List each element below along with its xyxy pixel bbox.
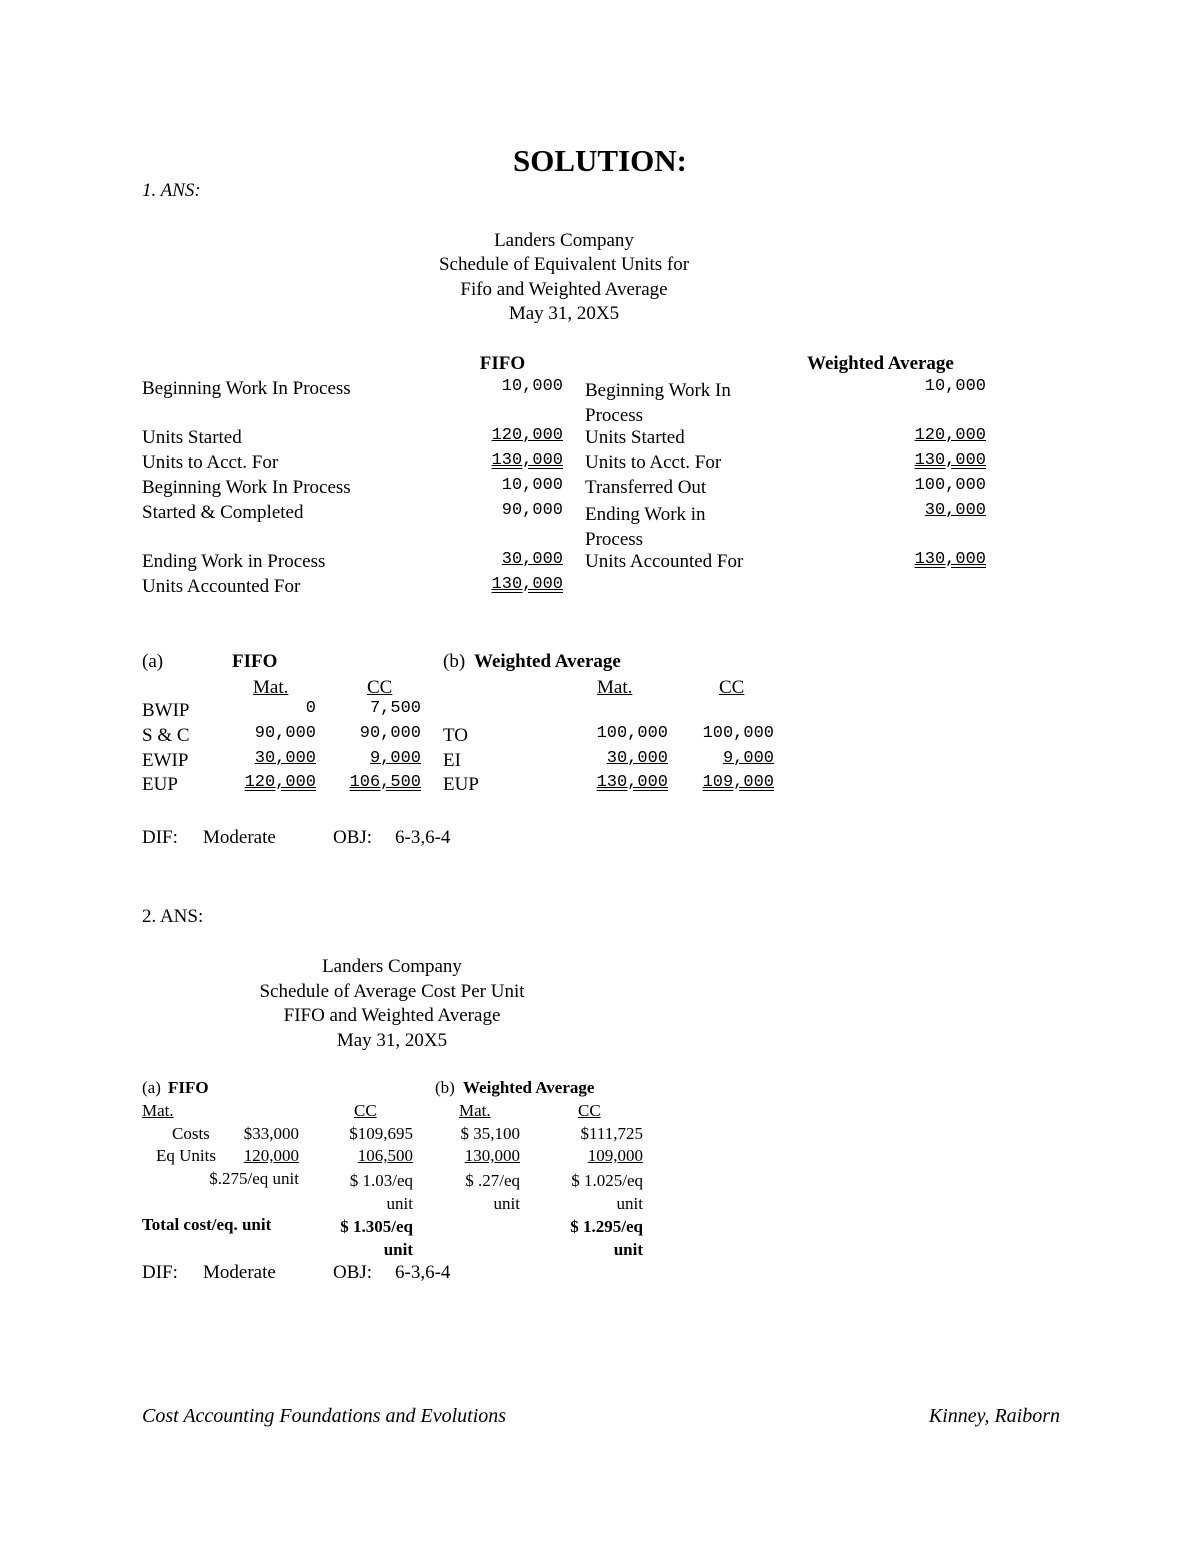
schedule-date: May 31, 20X5 xyxy=(336,1030,448,1051)
eq-units-wa-mat: 130,000 xyxy=(464,1146,520,1165)
column-header-cc: CC xyxy=(354,1101,377,1120)
dif-value: Moderate xyxy=(203,1262,276,1283)
column-header-mat: Mat. xyxy=(459,1101,491,1120)
part-b-heading: Weighted Average xyxy=(463,1078,595,1097)
eq-units-fifo-cc: 106,500 xyxy=(357,1146,413,1165)
obj-label: OBJ: xyxy=(333,1262,373,1283)
fifo-row-label: Units to Acct. For xyxy=(142,452,279,473)
wa-row-label: Units to Acct. For xyxy=(585,452,722,473)
footer-authors: Kinney, Raiborn xyxy=(928,1405,1060,1427)
answer-2-label: 2. ANS: xyxy=(142,906,204,927)
fifo-eup-mat: 90,000 xyxy=(254,724,316,743)
weighted-average-heading: Weighted Average xyxy=(807,353,954,374)
fifo-eup-cc: 90,000 xyxy=(359,724,421,743)
wa-eup-cc: 100,000 xyxy=(702,724,774,743)
fifo-row-value: 10,000 xyxy=(501,377,563,396)
total-cost-label: Total cost/eq. unit xyxy=(142,1215,272,1234)
wa-row-label: Ending Work in Process xyxy=(585,504,706,550)
fifo-eup-label: EUP xyxy=(142,774,178,795)
wa-eup-mat: 30,000 xyxy=(606,749,668,768)
fifo-row-label: Ending Work in Process xyxy=(142,551,326,572)
total-fifo: $ 1.305/eq unit xyxy=(340,1217,413,1259)
total-wa: $ 1.295/eq unit xyxy=(570,1217,643,1259)
fifo-eup-mat: 30,000 xyxy=(254,749,316,768)
obj-value: 6-3,6-4 xyxy=(395,1262,451,1283)
fifo-row-value: 130,000 xyxy=(491,575,563,594)
eq-units-label: Eq Units xyxy=(156,1146,216,1165)
schedule-subtitle: Schedule of Average Cost Per Unit xyxy=(259,981,525,1002)
column-header-mat: Mat. xyxy=(142,1101,174,1120)
column-header-cc: CC xyxy=(367,677,393,698)
rate-fifo-cc: $ 1.03/eq unit xyxy=(349,1171,413,1213)
rate-wa-mat: $ .27/eq unit xyxy=(465,1171,520,1213)
fifo-row-label: Started & Completed xyxy=(142,502,304,523)
wa-eup-label: EUP xyxy=(443,774,479,795)
wa-eup-label: TO xyxy=(443,725,468,746)
fifo-heading: FIFO xyxy=(479,353,526,374)
obj-value: 6-3,6-4 xyxy=(395,827,451,848)
wa-eup-mat: 130,000 xyxy=(596,773,668,792)
fifo-row-value: 120,000 xyxy=(491,426,563,445)
company-name: Landers Company xyxy=(494,230,634,251)
eq-units-fifo-mat: 120,000 xyxy=(243,1146,299,1165)
fifo-eup-mat: 120,000 xyxy=(244,773,316,792)
costs-wa-cc: $111,725 xyxy=(580,1124,643,1143)
schedule-method: Fifo and Weighted Average xyxy=(460,279,668,300)
fifo-eup-label: S & C xyxy=(142,725,190,746)
obj-label: OBJ: xyxy=(333,827,373,848)
costs-fifo-mat: $33,000 xyxy=(243,1124,299,1143)
fifo-eup-cc: 7,500 xyxy=(369,699,421,718)
eq-units-wa-cc: 109,000 xyxy=(587,1146,643,1165)
dif-label: DIF: xyxy=(142,827,178,848)
column-header-mat: Mat. xyxy=(253,677,289,698)
part-b-label: (b) xyxy=(443,651,466,672)
fifo-row-label: Beginning Work In Process xyxy=(142,477,351,498)
wa-row-value: 10,000 xyxy=(924,377,986,396)
fifo-row-value: 30,000 xyxy=(501,550,563,569)
fifo-eup-label: BWIP xyxy=(142,700,190,721)
part-a-heading: FIFO xyxy=(168,1078,209,1097)
wa-row-label: Beginning Work In Process xyxy=(585,380,731,426)
fifo-eup-mat: 0 xyxy=(305,699,316,718)
part-a-label: (a) xyxy=(142,651,164,672)
wa-row-label: Units Accounted For xyxy=(585,551,744,572)
fifo-row-value: 130,000 xyxy=(491,451,563,470)
column-header-cc: CC xyxy=(578,1101,601,1120)
part-b-prefix: (b) xyxy=(435,1078,455,1097)
fifo-eup-label: EWIP xyxy=(142,750,189,771)
wa-eup-cc: 9,000 xyxy=(722,749,774,768)
wa-eup-label: EI xyxy=(443,750,461,771)
page-title: SOLUTION: xyxy=(513,143,687,178)
schedule-subtitle: Schedule of Equivalent Units for xyxy=(438,254,690,275)
schedule-date: May 31, 20X5 xyxy=(508,303,620,324)
part-b-heading: Weighted Average xyxy=(474,651,621,672)
fifo-row-value: 90,000 xyxy=(501,501,563,520)
answer-1-label: 1. ANS: xyxy=(142,180,201,201)
costs-wa-mat: $ 35,100 xyxy=(460,1124,520,1143)
wa-eup-cc: 109,000 xyxy=(702,773,774,792)
column-header-mat: Mat. xyxy=(597,677,633,698)
costs-fifo-cc: $109,695 xyxy=(349,1124,413,1143)
costs-label: Costs xyxy=(172,1124,210,1143)
wa-row-value: 130,000 xyxy=(914,451,986,470)
wa-eup-mat: 100,000 xyxy=(596,724,668,743)
fifo-eup-cc: 9,000 xyxy=(369,749,421,768)
footer-book-title: Cost Accounting Foundations and Evolutions xyxy=(142,1405,507,1427)
wa-row-label: Units Started xyxy=(585,427,685,448)
column-header-cc: CC xyxy=(719,677,745,698)
wa-row-value: 130,000 xyxy=(914,550,986,569)
fifo-eup-cc: 106,500 xyxy=(349,773,421,792)
wa-row-value: 30,000 xyxy=(924,501,986,520)
schedule-method: FIFO and Weighted Average xyxy=(283,1005,501,1026)
dif-value: Moderate xyxy=(203,827,276,848)
dif-label: DIF: xyxy=(142,1262,178,1283)
company-name: Landers Company xyxy=(322,956,462,977)
part-a-prefix: (a) xyxy=(142,1078,161,1097)
wa-row-value: 120,000 xyxy=(914,426,986,445)
rate-wa-cc: $ 1.025/eq unit xyxy=(571,1171,643,1213)
wa-row-label: Transferred Out xyxy=(585,477,707,498)
rate-fifo-mat: $.275/eq unit xyxy=(209,1169,299,1188)
fifo-row-label: Beginning Work In Process xyxy=(142,378,351,399)
fifo-row-value: 10,000 xyxy=(501,476,563,495)
wa-row-value: 100,000 xyxy=(914,476,986,495)
part-a-heading: FIFO xyxy=(232,651,278,672)
fifo-row-label: Units Accounted For xyxy=(142,576,301,597)
fifo-row-label: Units Started xyxy=(142,427,242,448)
